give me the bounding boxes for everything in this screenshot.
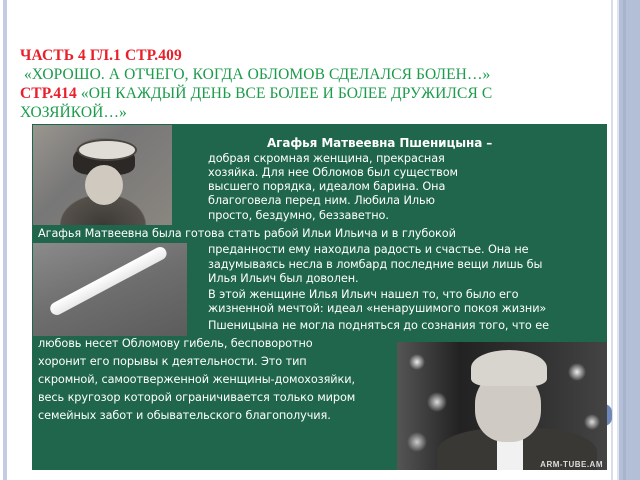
quote-1: «ХОРОШО. А ОТЧЕГО, КОГДА ОБЛОМОВ СДЕЛАЛСЯ БОЛЕН…» [20,66,491,83]
panel-line: Илья Ильич был доволен. [208,272,359,285]
actor-photo [397,342,607,470]
panel-line: преданности ему находила радость и счастье. Она не [208,243,529,256]
panel-line: высшего порядка, идеалом барина. Она [208,180,446,193]
rolling-pin-rod [48,245,169,318]
panel-line: семейных забот и обывательского благополучия. [38,409,331,422]
panel-line: весь кругозор которой ограничивается только миром [38,391,356,404]
panel-line: жизненной мечтой: идеал «ненарушимого покоя жизни» [208,302,547,315]
actor-hat [471,350,547,386]
panel-line: задумываясь несла в ломбард последние вещи лишь бы [208,258,543,271]
panel-line: любовь несет Обломову гибель, бесповоротно [38,337,313,350]
portrait-face [85,165,123,205]
portrait-cap [77,139,137,161]
title-line-4 [20,103,610,122]
panel-line: скромной, самоотверженной женщины-домохозяйки, [38,373,355,386]
watermark: ARM-TUBE.AM [540,460,603,469]
panel-line: В этой женщине Илья Ильич нашел то, что было его [208,288,519,301]
rolling-pin-image [33,243,187,336]
title-line-3 [20,84,610,103]
panel-heading: Агафья Матвеевна Пшеницына – [267,136,493,150]
quote-2: «ОН КАЖДЫЙ ДЕНЬ ВСЕ БОЛЕЕ И БОЛЕЕ ДРУЖИЛСЯ С [80,85,493,102]
panel-line: добрая скромная женщина, прекрасная [208,152,445,165]
title-line-1 [20,46,610,65]
panel-line: Пшеницына не могла подняться до сознания того, что ее [208,319,549,332]
scrollbar-band[interactable] [617,0,640,480]
page-reference: СТР.414 [20,85,81,102]
panel-line: просто, бездумно, беззаветно. [208,209,389,222]
title-line-2 [20,65,610,84]
panel-line: хоронит его порывы к деятельности. Это тип [38,355,307,368]
panel-line: благоговела перед ним. Любила Илью [208,194,435,207]
quote-2-continued: ХОЗЯЙКОЙ…» [20,104,127,121]
panel-line: хозяйка. Для нее Обломов был существом [208,166,458,179]
slide-title [20,46,610,122]
chapter-reference: ЧАСТЬ 4 ГЛ.1 СТР.409 [20,47,182,64]
slide-left-border [3,0,7,480]
portrait-image [33,125,172,225]
panel-line: Агафья Матвеевна была готова стать рабой Ильи Ильича и в глубокой [38,227,456,240]
